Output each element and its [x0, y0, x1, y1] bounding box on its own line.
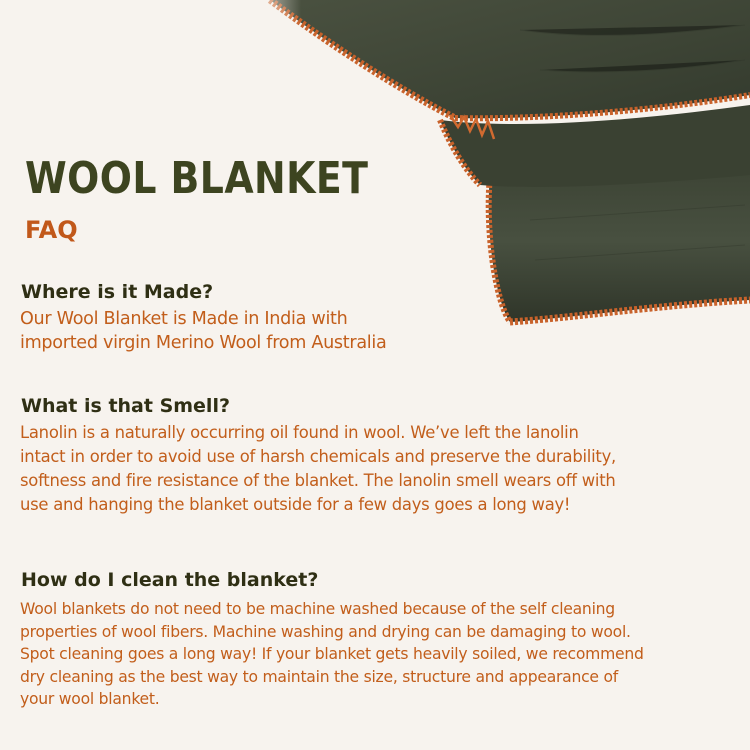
faq-question: How do I clean the blanket? [21, 569, 319, 591]
faq-answer-line: your wool blanket. [20, 690, 160, 708]
page-title: WOOL BLANKET [25, 153, 369, 204]
faq-answer-line: Wool blankets do not need to be machine washed because of the self cleaning [20, 600, 615, 618]
page-subtitle: FAQ [25, 216, 78, 244]
faq-question: What is that Smell? [21, 395, 230, 417]
faq-answer-line: Our Wool Blanket is Made in India with [20, 309, 348, 329]
faq-item-clean [0, 568, 750, 711]
faq-answer [0, 598, 750, 711]
faq-answer-line: imported virgin Merino Wool from Australia [20, 333, 387, 353]
faq-item-smell [0, 394, 750, 517]
faq-answer-line: properties of wool fibers. Machine washing and drying can be damaging to wool. [20, 622, 631, 641]
faq-answer-line: dry cleaning as the best way to maintain the size, structure and appearance of [20, 667, 619, 686]
faq-answer-line: softness and fire resistance of the blanket. The lanolin smell wears off with [20, 471, 616, 490]
faq-answer-line: Spot cleaning goes a long way! If your blanket gets heavily soiled, we recommend [20, 645, 644, 663]
faq-answer [0, 307, 750, 355]
faq-question: Where is it Made? [21, 281, 214, 303]
faq-answer [0, 421, 750, 517]
faq-answer-line: use and hanging the blanket outside for a few days goes a long way! [20, 495, 571, 514]
faq-answer-line: intact in order to avoid use of harsh chemicals and preserve the durability, [20, 447, 616, 466]
faq-answer-line: Lanolin is a naturally occurring oil found in wool. We’ve left the lanolin [20, 423, 579, 442]
faq-item-made [0, 280, 750, 355]
